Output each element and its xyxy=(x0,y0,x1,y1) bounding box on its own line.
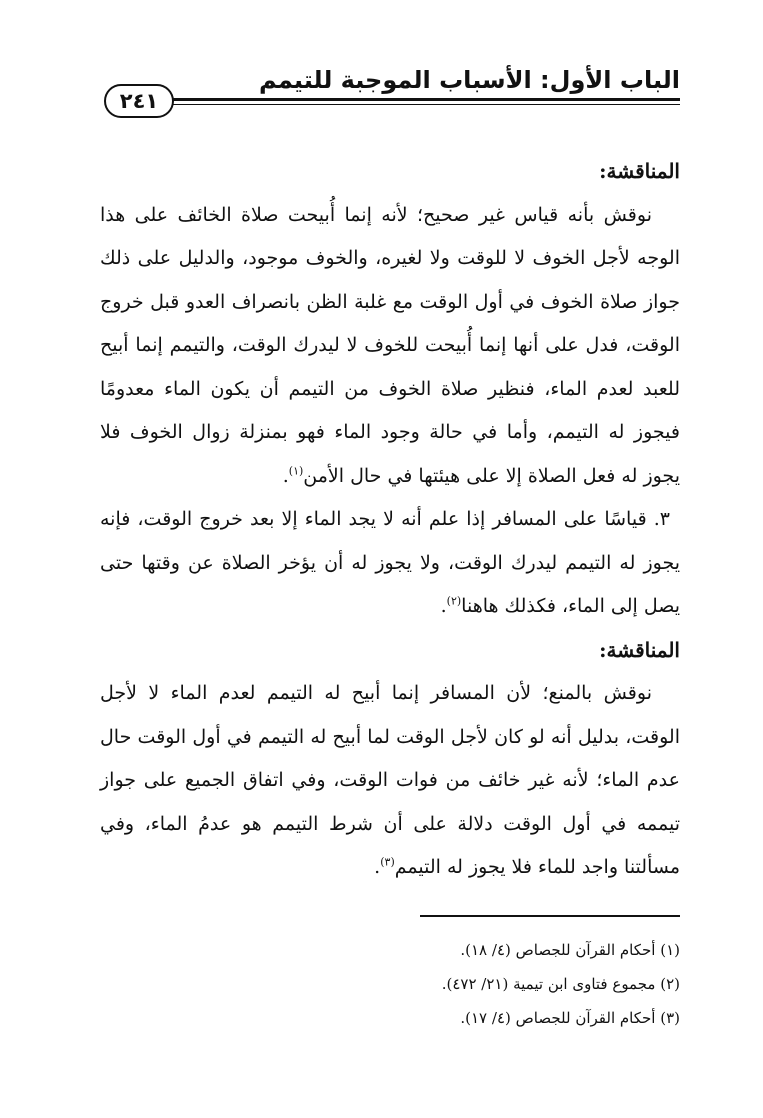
header-rule-thin xyxy=(170,104,680,105)
page-number: ٢٤١ xyxy=(104,84,174,118)
page-header xyxy=(100,58,680,118)
paragraph-text: نوقش بأنه قياس غير صحيح؛ لأنه إنما أُبيحت صلاة الخائف على هذا الوجه لأجل الخوف لا للوقت ولا لغيره، والخوف موجود، والدليل على ذلك جواز صلاة الخوف في أول الوقت مع غلبة الظن بانصراف العدو قبل خروج الوقت، فدل على أنها إنما أُبيحت للخوف لا ليدرك الوقت، والتيمم إنما أبيح للعبد لعدم الماء، فنظير صلاة الخوف من التيمم أن يكون الماء معدومًا فيجوز له التيمم، وأما في حالة وجود الماء فهو بمنزلة زوال الخوف فلا يجوز له فعل الصلاة إلا على هيئتها في حال الأمن xyxy=(100,203,680,487)
main-text xyxy=(100,150,680,890)
paragraph-end: . xyxy=(374,856,381,878)
footnote-ref: (٢) xyxy=(446,594,462,608)
header-rule xyxy=(170,98,680,101)
list-item xyxy=(100,498,680,629)
footnote: (٢) مجموع فتاوى ابن تيمية (٢١/ ٤٧٢). xyxy=(441,975,680,993)
paragraph-text: نوقش بالمنع؛ لأن المسافر إنما أبيح له التيمم لعدم الماء لا لأجل الوقت، بدليل أنه لو كان لأجل الوقت لما أبيح له التيمم في أول الوقت حال عدم الماء؛ لأنه غير خائف من فوات الوقت، وفي اتفاق الجميع على جواز تيممه في أول الوقت دلالة على أن شرط التيمم هو عدمُ الماء، وفي مسألتنا واجد للماء فلا يجوز له التيمم xyxy=(100,682,680,878)
footnote-ref: (٣) xyxy=(380,855,395,869)
paragraph-text: ٣. قياسًا على المسافر إذا علم أنه لا يجد الماء إلا بعد خروج الوقت، فإنه يجوز له التيمم ليدرك الوقت، ولا يجوز له أن يؤخر الصلاة عن وقتها حتى يصل إلى الماء، فكذلك هاهنا xyxy=(100,508,680,617)
footnotes xyxy=(100,933,680,1035)
paragraph-end: . xyxy=(440,595,447,617)
paragraph xyxy=(100,672,680,890)
chapter-title: الباب الأول: الأسباب الموجبة للتيمم xyxy=(259,66,680,94)
section-heading: المناقشة: xyxy=(599,159,680,183)
section-heading: المناقشة: xyxy=(599,637,680,662)
footnote-separator xyxy=(420,915,680,917)
footnote-ref: (١) xyxy=(288,464,304,478)
footnote: (١) أحكام القرآن للجصاص (٤/ ١٨). xyxy=(460,941,680,959)
paragraph-end: . xyxy=(282,464,289,487)
paragraph xyxy=(100,194,680,499)
footnote: (٣) أحكام القرآن للجصاص (٤/ ١٧). xyxy=(460,1009,680,1027)
